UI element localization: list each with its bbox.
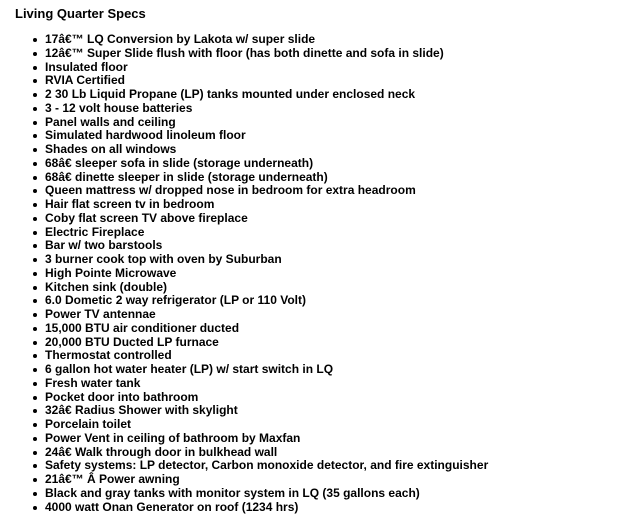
list-item: Black and gray tanks with monitor system in LQ (35 gallons each) — [0, 487, 488, 501]
list-item: 17â€™ LQ Conversion by Lakota w/ super slide — [0, 33, 488, 47]
list-item: Pocket door into bathroom — [0, 391, 488, 405]
list-item: 6 gallon hot water heater (LP) w/ start switch in LQ — [0, 363, 488, 377]
page-title: Living Quarter Specs — [15, 6, 146, 21]
list-item: 68â€ sleeper sofa in slide (storage underneath) — [0, 157, 488, 171]
list-item: 20,000 BTU Ducted LP furnace — [0, 336, 488, 350]
list-item: Bar w/ two barstools — [0, 239, 488, 253]
spec-list — [0, 33, 488, 514]
list-item: Shades on all windows — [0, 143, 488, 157]
list-item: Coby flat screen TV above fireplace — [0, 212, 488, 226]
list-item: Electric Fireplace — [0, 226, 488, 240]
list-item: Fresh water tank — [0, 377, 488, 391]
list-item: Power TV antennae — [0, 308, 488, 322]
list-item: 15,000 BTU air conditioner ducted — [0, 322, 488, 336]
list-item: 4000 watt Onan Generator on roof (1234 hrs) — [0, 501, 488, 515]
list-item: Power Vent in ceiling of bathroom by Maxfan — [0, 432, 488, 446]
list-item: 3 burner cook top with oven by Suburban — [0, 253, 488, 267]
list-item: Simulated hardwood linoleum floor — [0, 129, 488, 143]
list-item: 68â€ dinette sleeper in slide (storage underneath) — [0, 171, 488, 185]
list-item: Thermostat controlled — [0, 349, 488, 363]
list-item: Queen mattress w/ dropped nose in bedroom for extra headroom — [0, 184, 488, 198]
list-item: 3 - 12 volt house batteries — [0, 102, 488, 116]
list-item: High Pointe Microwave — [0, 267, 488, 281]
list-item: Insulated floor — [0, 61, 488, 75]
list-item: 32â€ Radius Shower with skylight — [0, 404, 488, 418]
list-item: 24â€ Walk through door in bulkhead wall — [0, 446, 488, 460]
list-item: RVIA Certified — [0, 74, 488, 88]
list-item: Porcelain toilet — [0, 418, 488, 432]
list-item: 2 30 Lb Liquid Propane (LP) tanks mounted under enclosed neck — [0, 88, 488, 102]
list-item: 12â€™ Super Slide flush with floor (has both dinette and sofa in slide) — [0, 47, 488, 61]
list-item: Safety systems: LP detector, Carbon monoxide detector, and fire extinguisher — [0, 459, 488, 473]
list-item: 6.0 Dometic 2 way refrigerator (LP or 110 Volt) — [0, 294, 488, 308]
list-item: Panel walls and ceiling — [0, 116, 488, 130]
list-item: Kitchen sink (double) — [0, 281, 488, 295]
list-item: 21â€™ Â Power awning — [0, 473, 488, 487]
list-item: Hair flat screen tv in bedroom — [0, 198, 488, 212]
